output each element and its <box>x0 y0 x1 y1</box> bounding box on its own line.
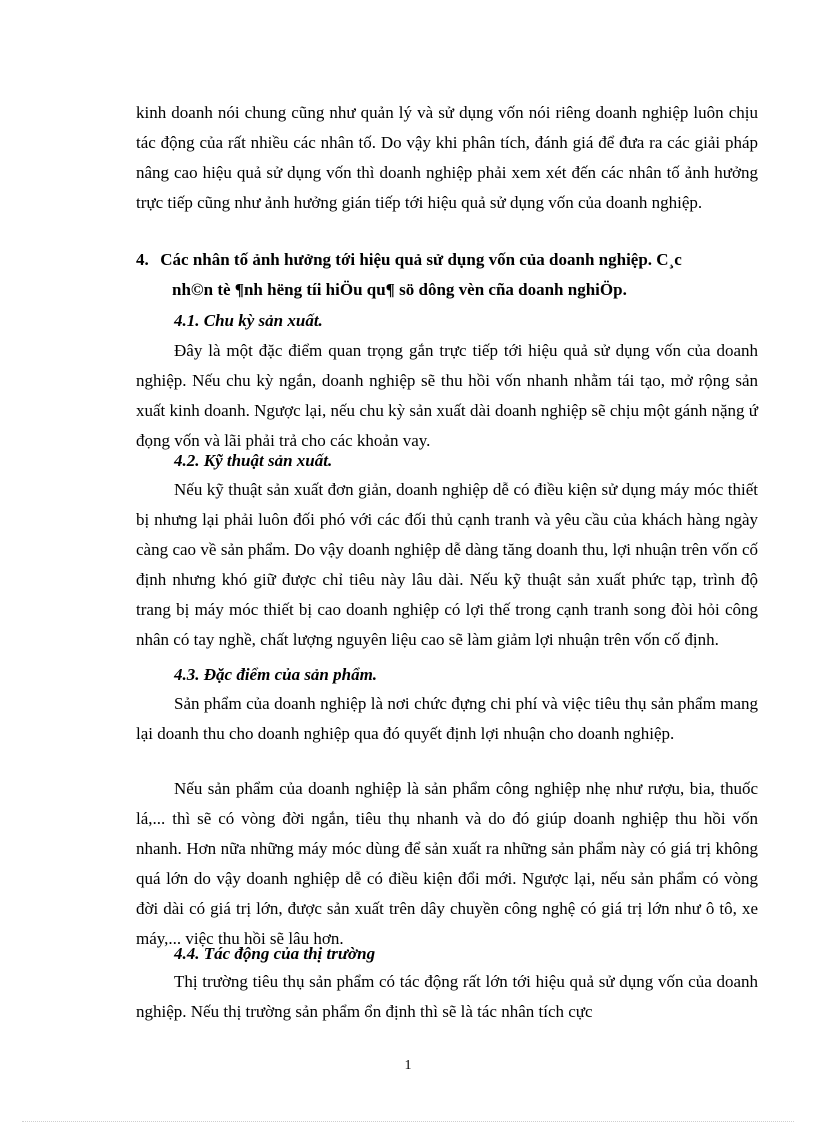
paragraph-4-3a: Sản phẩm của doanh nghiệp là nơi chức đựng chi phí và việc tiêu thụ sản phẩm mang lại doanh thu cho doanh nghiệp qua đó quyết định lợi nhuận cho doanh nghiệp. <box>136 694 758 743</box>
subheading-4-3: 4.3. Đặc điểm của sản phẩm. <box>174 665 378 684</box>
page-number: 1 <box>404 1058 412 1073</box>
paragraph-4-4: Thị trường tiêu thụ sản phẩm có tác động rất lớn tới hiệu quả sử dụng vốn của doanh nghiệp. Nếu thị trường sản phẩm ổn định thì sẽ là tác nhân tích cực <box>136 972 758 1021</box>
paragraph-intro: kinh doanh nói chung cũng như quản lý và sử dụng vốn nói riêng doanh nghiệp luôn chịu tác động của rất nhiều các nhân tố. Do vậy khi phân tích, đánh giá để đưa ra các giải pháp nâng cao hiệu quả sử dụng vốn thì doanh nghiệp phải xem xét đến các nhân tố ảnh hưởng trực tiếp cũng như ảnh hưởng gián tiếp tới hiệu quả sử dụng vốn của doanh nghiệp. <box>136 103 758 212</box>
paragraph-4-3b: Nếu sản phẩm của doanh nghiệp là sản phẩm công nghiệp nhẹ như rượu, bia, thuốc lá,... thì sẽ có vòng đời ngắn, tiêu thụ nhanh và do đó giúp doanh nghiệp thu hồi vốn nhanh. Hơn nữa những máy móc dùng để sản xuất ra những sản phẩm này có giá trị không quá lớn do vậy doanh nghiệp dễ có điều kiện đổi mới. Ngược lại, nếu sản phẩm có vòng đời dài có giá trị lớn, được sản xuất trên dây chuyền công nghệ có giá trị lớn như ô tô, xe máy,... việc thu hồi sẽ lâu hơn. <box>136 779 758 948</box>
paragraph-4-2: Nếu kỹ thuật sản xuất đơn giản, doanh nghiệp dễ có điều kiện sử dụng máy móc thiết bị nhưng lại phải luôn đối phó với các đối thủ cạnh tranh và yêu cầu của khách hàng ngày càng cao về sản phẩm. Do vậy doanh nghiệp dễ dàng tăng doanh thu, lợi nhuận trên vốn cố định nhưng khó giữ được chỉ tiêu này lâu dài. Nếu kỹ thuật sản xuất phức tạp, trình độ trang bị máy móc thiết bị cao doanh nghiệp có lợi thế trong cạnh tranh song đòi hỏi công nhân có tay nghề, chất lượng nguyên liệu cao sẽ làm giảm lợi nhuận trên vốn cố định. <box>136 480 758 649</box>
section-heading-4 <box>136 245 758 305</box>
subheading-4-1: 4.1. Chu kỳ sản xuất. <box>174 311 323 330</box>
subheading-4-4: 4.4. Tác động của thị trường <box>174 944 376 963</box>
section-number: 4. <box>136 250 149 269</box>
section-heading-line1: Các nhân tố ảnh hưởng tới hiệu quả sử dụng vốn của doanh nghiệp. C¸c <box>160 250 682 269</box>
section-heading-line2: nh©n tè ¶nh hëng tíi hiÖu qu¶ sö dông vèn cña doanh nghiÖp. <box>172 280 627 299</box>
subheading-4-2: 4.2. Kỹ thuật sản xuất. <box>174 451 333 470</box>
page-bottom-border <box>22 1121 794 1122</box>
paragraph-4-1: Đây là một đặc điểm quan trọng gắn trực tiếp tới hiệu quả sử dụng vốn của doanh nghiệp. Nếu chu kỳ ngắn, doanh nghiệp sẽ thu hồi vốn nhanh nhằm tái tạo, mở rộng sản xuất kinh doanh. Ngược lại, nếu chu kỳ sản xuất dài doanh nghiệp sẽ chịu một gánh nặng ứ đọng vốn và lãi phải trả cho các khoản vay. <box>136 341 758 450</box>
